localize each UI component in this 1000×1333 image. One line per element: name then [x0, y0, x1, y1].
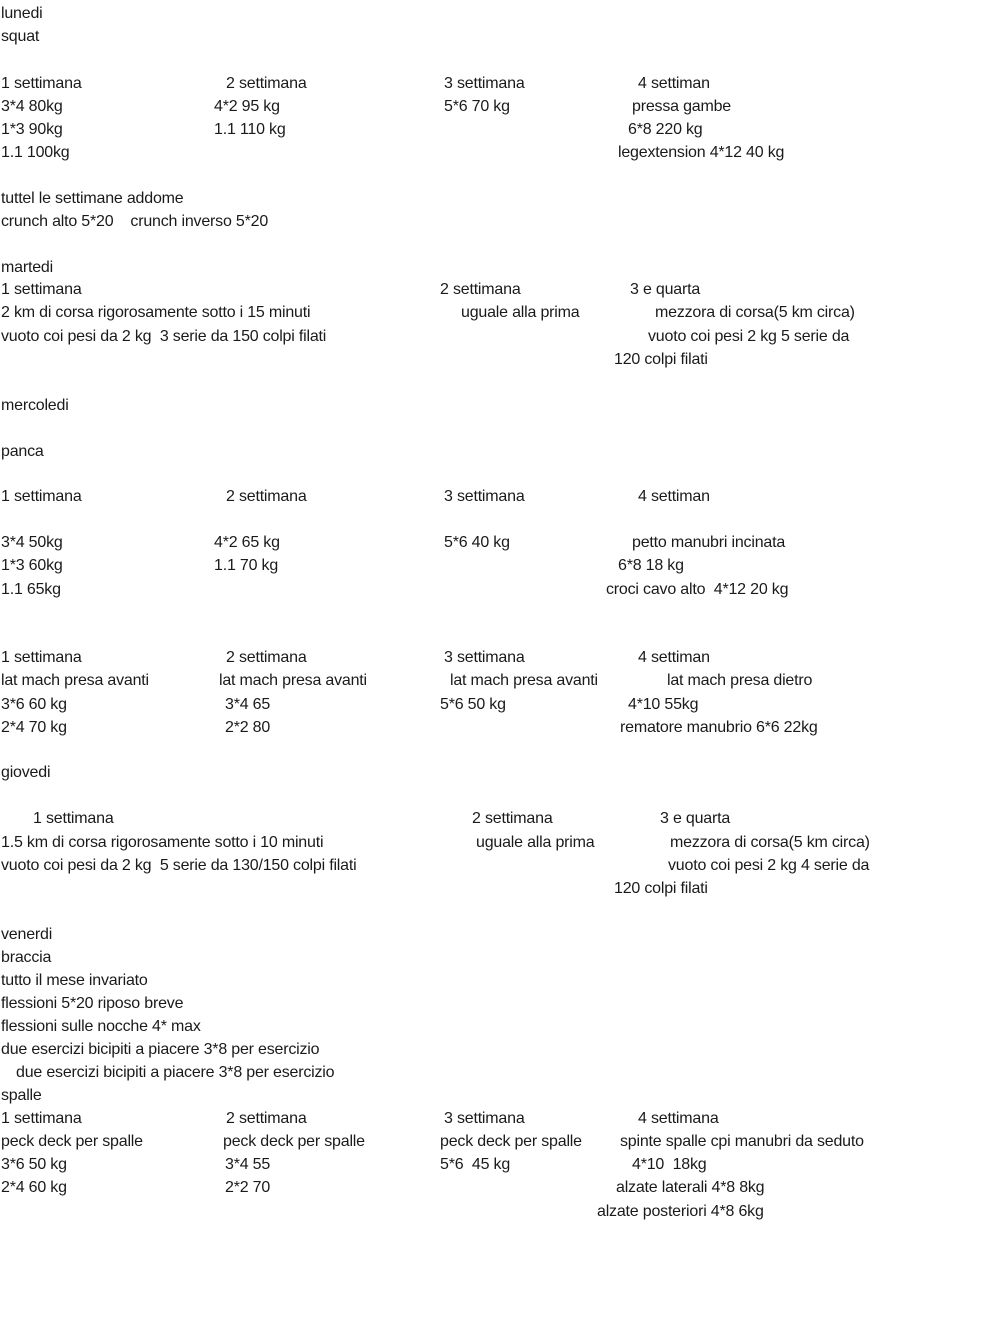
set-entry: 3*4 80kg: [1, 98, 63, 115]
week-label: 1 settimana: [1, 1110, 82, 1127]
exercise-name: spinte spalle cpi manubri da seduto: [620, 1133, 864, 1150]
set-entry: vuoto coi pesi da 2 kg 3 serie da 150 colpi filati: [1, 328, 327, 345]
exercise-name: petto manubri incinata: [632, 534, 786, 551]
section-note: tutto il mese invariato: [1, 972, 148, 989]
week-label: 4 settiman: [638, 488, 710, 505]
set-entry: 4*2 65 kg: [214, 534, 280, 551]
exercise-name: lat mach presa avanti: [1, 672, 149, 689]
set-entry: 6*8 220 kg: [628, 121, 703, 138]
set-entry: 5*6 40 kg: [444, 534, 510, 551]
set-entry: flessioni 5*20 riposo breve: [1, 995, 184, 1012]
section-note: tuttel le settimane addome: [1, 190, 184, 207]
set-entry: 4*2 95 kg: [214, 98, 280, 115]
set-entry: vuoto coi pesi da 2 kg 5 serie da 130/150 colpi filati: [1, 857, 357, 874]
week-label: 2 settimana: [226, 649, 307, 666]
exercise-name: pressa gambe: [632, 98, 731, 115]
set-entry: mezzora di corsa(5 km circa): [655, 304, 855, 321]
set-entry: due esercizi bicipiti a piacere 3*8 per esercizio: [16, 1064, 335, 1081]
set-entry: 1*3 60kg: [1, 557, 63, 574]
set-entry: vuoto coi pesi 2 kg 5 serie da: [648, 328, 850, 345]
exercise-name: peck deck per spalle: [223, 1133, 365, 1150]
week-label: 3 settimana: [444, 75, 525, 92]
set-entry: mezzora di corsa(5 km circa): [670, 834, 870, 851]
set-entry: 1.1 70 kg: [214, 557, 279, 574]
week-label: 4 settiman: [638, 649, 710, 666]
set-entry: 1.1 100kg: [1, 144, 70, 161]
exercise-heading-panca: panca: [1, 443, 44, 460]
set-entry: 3*4 55: [225, 1156, 271, 1173]
set-entry: 3*4 50kg: [1, 534, 63, 551]
set-entry: 120 colpi filati: [614, 351, 708, 368]
exercise-name: lat mach presa avanti: [450, 672, 598, 689]
week-label: 2 settimana: [226, 1110, 307, 1127]
day-heading-martedi: martedi: [1, 259, 53, 276]
exercise-name: peck deck per spalle: [440, 1133, 582, 1150]
exercise-name: lat mach presa avanti: [219, 672, 367, 689]
set-entry: 2*4 70 kg: [1, 719, 67, 736]
set-entry: 120 colpi filati: [614, 880, 708, 897]
set-entry: legextension 4*12 40 kg: [618, 144, 785, 161]
set-entry: 1.5 km di corsa rigorosamente sotto i 10 minuti: [1, 834, 324, 851]
set-entry: 5*6 45 kg: [440, 1156, 511, 1173]
week-label: 2 settimana: [472, 810, 553, 827]
set-entry: rematore manubrio 6*6 22kg: [620, 719, 818, 736]
week-label: 3 settimana: [444, 488, 525, 505]
day-heading-lunedi: lunedi: [1, 5, 43, 22]
set-entry: 4*10 18kg: [632, 1156, 707, 1173]
section-note: crunch alto 5*20 crunch inverso 5*20: [1, 213, 269, 230]
week-label: 2 settimana: [226, 75, 307, 92]
set-entry: alzate laterali 4*8 8kg: [616, 1179, 765, 1196]
week-label: 1 settimana: [1, 488, 82, 505]
exercise-heading-spalle: spalle: [1, 1087, 42, 1104]
week-label: 1 settimana: [1, 649, 82, 666]
week-label: 1 settimana: [1, 75, 82, 92]
week-label: 3 settimana: [444, 649, 525, 666]
set-entry: 3*6 50 kg: [1, 1156, 67, 1173]
set-entry: 2*4 60 kg: [1, 1179, 67, 1196]
set-entry: 1.1 65kg: [1, 581, 61, 598]
set-entry: vuoto coi pesi 2 kg 4 serie da: [668, 857, 870, 874]
set-entry: 2*2 70: [225, 1179, 271, 1196]
week-label: 3 settimana: [444, 1110, 525, 1127]
set-entry: 5*6 70 kg: [444, 98, 510, 115]
set-entry: 2*2 80: [225, 719, 271, 736]
week-label: 3 e quarta: [630, 281, 701, 298]
set-entry: uguale alla prima: [461, 304, 580, 321]
exercise-name: peck deck per spalle: [1, 1133, 143, 1150]
set-entry: 1*3 90kg: [1, 121, 63, 138]
day-heading-mercoledi: mercoledi: [1, 397, 69, 414]
set-entry: 6*8 18 kg: [618, 557, 684, 574]
set-entry: alzate posteriori 4*8 6kg: [597, 1203, 764, 1220]
set-entry: due esercizi bicipiti a piacere 3*8 per esercizio: [1, 1041, 320, 1058]
set-entry: 5*6 50 kg: [440, 696, 506, 713]
set-entry: 1.1 110 kg: [214, 121, 286, 138]
set-entry: uguale alla prima: [476, 834, 595, 851]
week-label: 4 settimana: [638, 1110, 719, 1127]
exercise-heading-squat: squat: [1, 28, 40, 45]
exercise-name: lat mach presa dietro: [667, 672, 813, 689]
set-entry: 4*10 55kg: [628, 696, 699, 713]
set-entry: croci cavo alto 4*12 20 kg: [606, 581, 789, 598]
day-heading-venerdi: venerdi: [1, 926, 53, 943]
set-entry: 3*6 60 kg: [1, 696, 67, 713]
exercise-heading-braccia: braccia: [1, 949, 52, 966]
week-label: 3 e quarta: [660, 810, 731, 827]
week-label: 2 settimana: [226, 488, 307, 505]
set-entry: 2 km di corsa rigorosamente sotto i 15 minuti: [1, 304, 311, 321]
set-entry: 3*4 65: [225, 696, 271, 713]
week-label: 4 settiman: [638, 75, 710, 92]
week-label: 1 settimana: [1, 281, 82, 298]
day-heading-giovedi: giovedi: [1, 764, 51, 781]
set-entry: flessioni sulle nocche 4* max: [1, 1018, 201, 1035]
week-label: 1 settimana: [33, 810, 114, 827]
week-label: 2 settimana: [440, 281, 521, 298]
